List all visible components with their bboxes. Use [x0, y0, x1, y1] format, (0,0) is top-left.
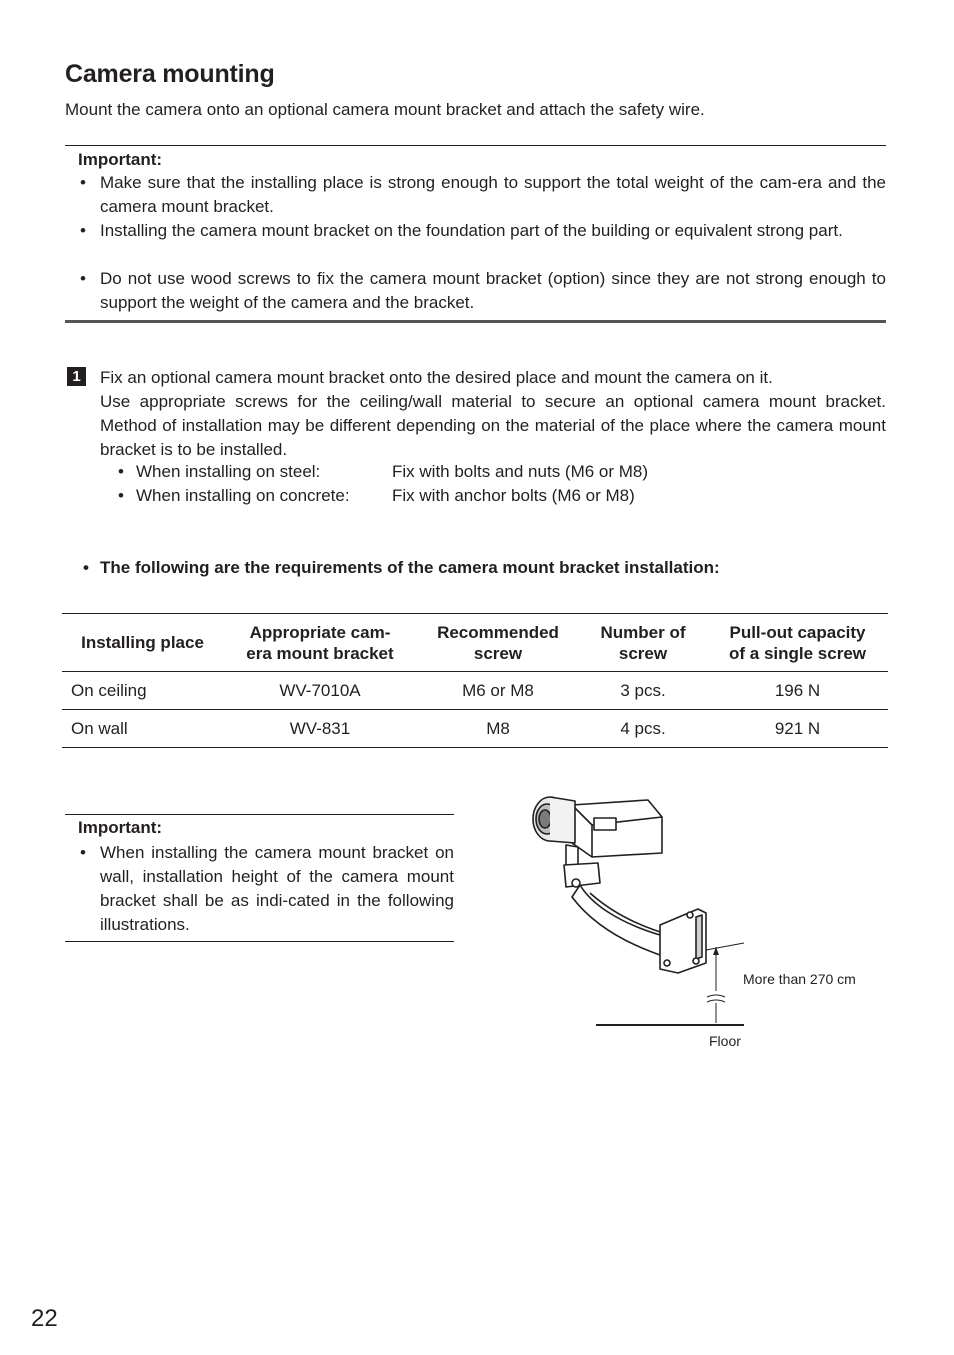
table-cell: M8: [417, 710, 579, 748]
height-label: More than 270 cm: [743, 971, 856, 987]
important-item: • Do not use wood screws to fix the camera mount bracket (option) since they are not strong enough to support the weight of the camera and the bracket.: [80, 269, 886, 312]
important-item: • Installing the camera mount bracket on the foundation part of the building or equivalent strong part.: [100, 219, 886, 243]
bullet-icon: •: [80, 221, 86, 240]
table-cell: WV-831: [223, 710, 417, 748]
page-number: 22: [31, 1305, 58, 1332]
important-label: Important:: [78, 818, 163, 837]
table-cell: On wall: [62, 710, 223, 748]
page-title: Camera mounting: [65, 60, 275, 88]
column-header-mount-bracket: Appropriate cam- era mount bracket: [223, 614, 417, 672]
table-row: [62, 710, 888, 748]
intro-text: Mount the camera onto an optional camera mount bracket and attach the safety wire.: [65, 100, 705, 119]
column-header-pull-out-capacity: Pull-out capacity of a single screw: [707, 614, 888, 672]
requirements-table: [62, 613, 888, 748]
step-1-line: Fix an optional camera mount bracket onto the desired place and mount the camera on it.: [100, 368, 773, 387]
step-1-text: Use appropriate screws for the ceiling/wall material to secure an optional camera mount bracket. Method of installation may be different depending on the material of the place where the camera mount bracket is to be installed.: [100, 392, 886, 459]
table-cell: 196 N: [707, 672, 888, 710]
bullet-icon: •: [118, 462, 124, 481]
important-item: • When installing the camera mount bracket on wall, installation height of the camera mount bracket shall be as indi-cated in the following illustrations.: [80, 843, 454, 934]
important-box-top-rule: [65, 814, 454, 815]
floor-label: Floor: [709, 1033, 741, 1049]
camera-wall-mount-illustration: [520, 785, 760, 1030]
important-box-bottom-rule: [65, 320, 886, 323]
bullet-icon: •: [118, 486, 124, 505]
bullet-icon: •: [80, 173, 86, 192]
table-row: [62, 672, 888, 710]
column-header-recommended-screw: Recommended screw: [417, 614, 579, 672]
important-label: Important:: [78, 150, 163, 169]
bullet-icon: •: [80, 843, 86, 862]
option-label-concrete: When installing on concrete:: [136, 486, 350, 505]
option-value-steel: Fix with bolts and nuts (M6 or M8): [392, 462, 649, 481]
important-item: • Make sure that the installing place is strong enough to support the total weight of the cam-era and the camera mount bracket.: [80, 173, 886, 216]
requirements-heading: • The following are the requirements of the camera mount bracket installation:: [83, 558, 720, 577]
table-cell: WV-7010A: [223, 672, 417, 710]
table-cell: 4 pcs.: [579, 710, 707, 748]
step-number-badge: 1: [67, 367, 86, 386]
bullet-icon: •: [83, 558, 89, 577]
option-value-concrete: Fix with anchor bolts (M6 or M8): [392, 486, 635, 505]
option-label-steel: When installing on steel:: [136, 462, 321, 481]
important-box-top-rule: [65, 145, 886, 146]
table-header-row: [62, 614, 888, 672]
table-cell: On ceiling: [62, 672, 223, 710]
important-box-bottom-rule: [65, 941, 454, 942]
bullet-icon: •: [80, 269, 86, 288]
column-header-installing-place: Installing place: [62, 614, 223, 672]
table-cell: 3 pcs.: [579, 672, 707, 710]
table-cell: M6 or M8: [417, 672, 579, 710]
column-header-number-of-screw: Number of screw: [579, 614, 707, 672]
table-cell: 921 N: [707, 710, 888, 748]
